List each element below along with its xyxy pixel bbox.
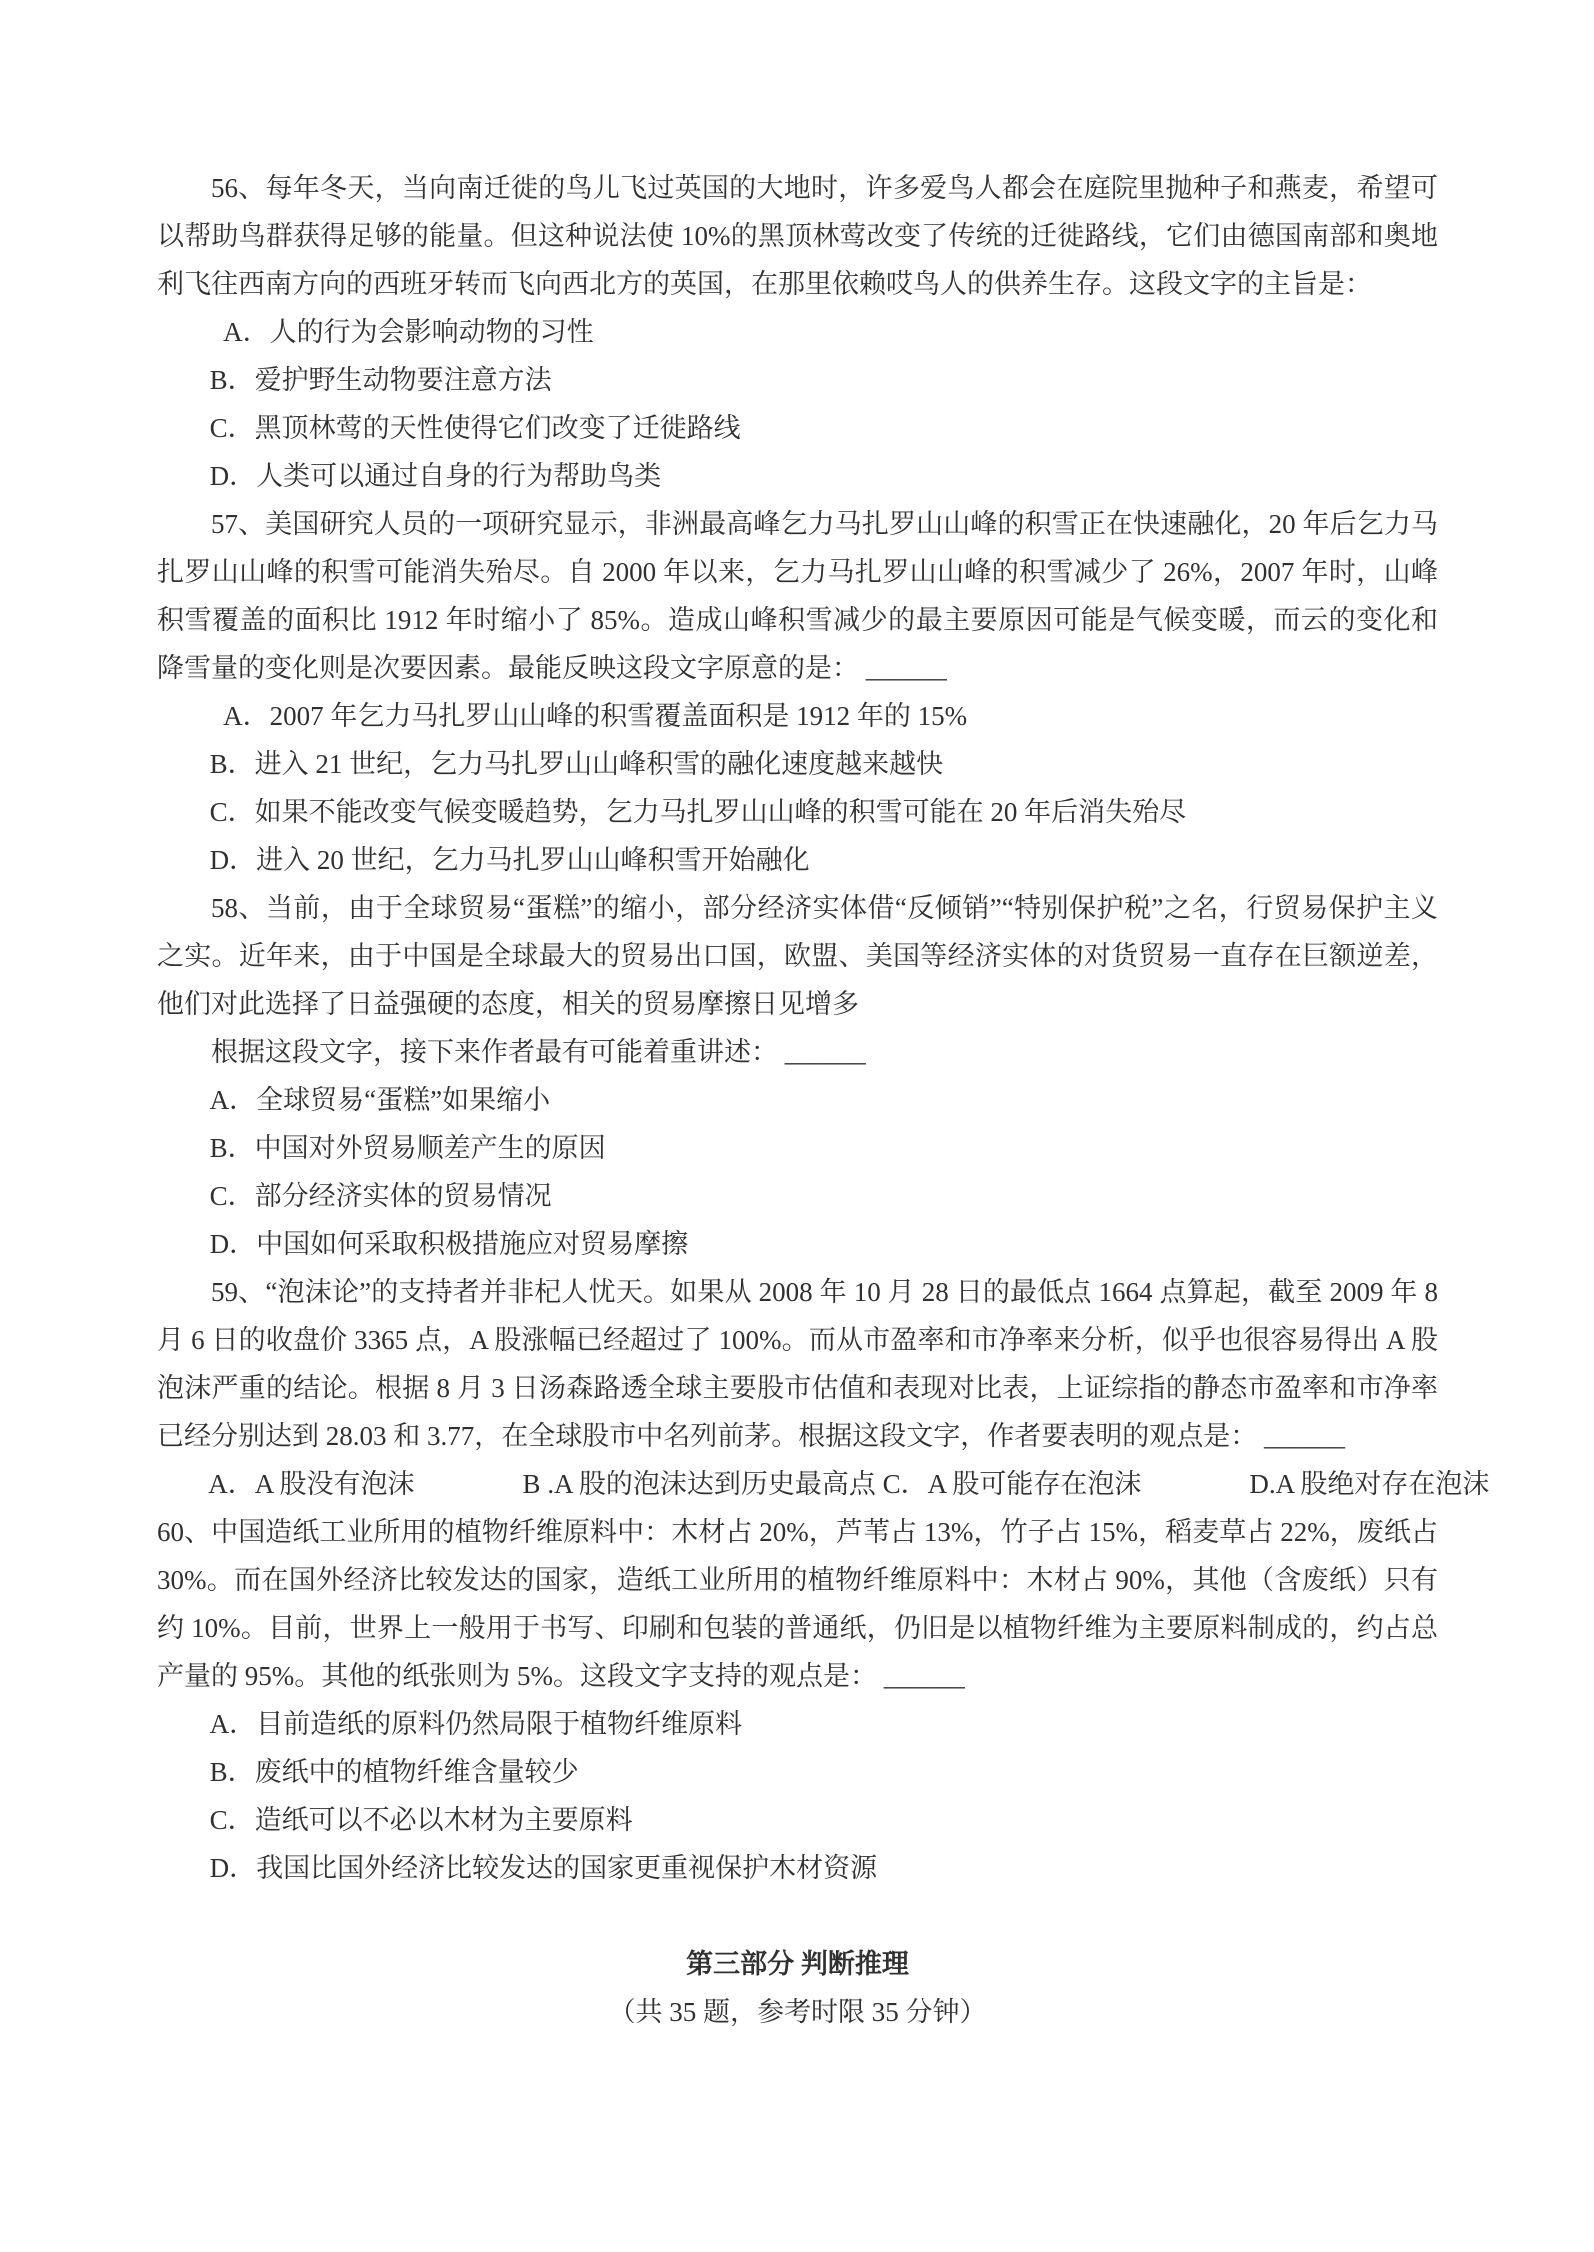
question-59-options-line: A．A 股没有泡沫 B .A 股的泡沫达到历史最高点 C．A 股可能存在泡沫 D.A 股绝对存在泡沫 <box>208 1469 1490 1499</box>
question-57 <box>157 500 1438 884</box>
question-58-option-c: C．部分经济实体的贸易情况 <box>209 1181 552 1211</box>
question-60-option-d: D．我国比国外经济比较发达的国家更重视保护木材资源 <box>209 1853 878 1883</box>
question-56-option-c: C．黑顶林莺的天性使得它们改变了迁徙路线 <box>209 413 741 443</box>
question-58 <box>157 884 1438 1268</box>
question-60 <box>157 1508 1438 1892</box>
question-58-option-d: D．中国如何采取积极措施应对贸易摩擦 <box>209 1229 689 1259</box>
question-58-prompt: 根据这段文字，接下来作者最有可能着重讲述： ______ <box>211 1037 866 1067</box>
question-56-option-a: A．人的行为会影响动物的习性 <box>223 317 594 347</box>
question-56-stem: 56、每年冬天，当向南迁徙的鸟儿飞过英国的大地时，许多爱鸟人都会在庭院里抛种子和燕麦，希望可以帮助鸟群获得足够的能量。但这种说法使 10%的黑顶林莺改变了传统的迁徙路线，它们由德国南部和奥地利飞往西南方向的西班牙转而飞向西北方的英国，在那里依赖哎鸟人的供养生存。这段文字的主旨是： <box>157 173 1438 299</box>
section-title: 第三部分 判断推理 <box>686 1949 909 1979</box>
question-57-option-d: D．进入 20 世纪，乞力马扎罗山山峰积雪开始融化 <box>209 845 810 875</box>
question-60-option-c: C．造纸可以不必以木材为主要原料 <box>209 1805 633 1835</box>
question-57-option-b: B．进入 21 世纪，乞力马扎罗山山峰积雪的融化速度越来越快 <box>209 749 944 779</box>
question-56-option-b: B．爱护野生动物要注意方法 <box>209 365 552 395</box>
question-60-option-a: A．目前造纸的原料仍然局限于植物纤维原料 <box>209 1709 743 1739</box>
question-59 <box>157 1268 1490 1508</box>
question-56 <box>157 164 1438 500</box>
question-57-option-a: A．2007 年乞力马扎罗山山峰的积雪覆盖面积是 1912 年的 15% <box>223 701 968 731</box>
question-57-stem: 57、美国研究人员的一项研究显示，非洲最高峰乞力马扎罗山山峰的积雪正在快速融化，20 年后乞力马扎罗山山峰的积雪可能消失殆尽。自 2000 年以来，乞力马扎罗山山峰的积雪减少了 26%，2007 年时，山峰积雪覆盖的面积比 1912 年时缩小了 85%。造成山峰积雪减少的最主要原因可能是气候变暖，而云的变化和降雪量的变化则是次要因素。最能反映这段文字原意的是： ______ <box>157 509 1438 683</box>
section-subtitle: （共 35 题，参考时限 35 分钟） <box>608 1997 987 2027</box>
question-57-option-c: C．如果不能改变气候变暖趋势，乞力马扎罗山山峰的积雪可能在 20 年后消失殆尽 <box>209 797 1187 827</box>
question-58-stem: 58、当前，由于全球贸易“蛋糕”的缩小，部分经济实体借“反倾销”“特别保护税”之名，行贸易保护主义之实。近年来，由于中国是全球最大的贸易出口国，欧盟、美国等经济实体的对货贸易一直存在巨额逆差，他们对此选择了日益强硬的态度，相关的贸易摩擦日见增多 <box>157 893 1438 1019</box>
question-58-option-a: A．全球贸易“蛋糕”如果缩小 <box>209 1085 551 1115</box>
question-60-stem: 60、中国造纸工业所用的植物纤维原料中：木材占 20%，芦苇占 13%，竹子占 15%，稻麦草占 22%，废纸占 30%。而在国外经济比较发达的国家，造纸工业所用的植物纤维原料中：木材占 90%，其他（含废纸）只有约 10%。目前，世界上一般用于书写、印刷和包装的普通纸，仍旧是以植物纤维为主要原料制成的，约占总产量的 95%。其他的纸张则为 5%。这段文字支持的观点是： ______ <box>157 1517 1438 1691</box>
question-56-option-d: D．人类可以通过自身的行为帮助鸟类 <box>209 461 662 491</box>
question-60-option-b: B．废纸中的植物纤维含量较少 <box>209 1757 579 1787</box>
question-58-option-b: B．中国对外贸易顺差产生的原因 <box>209 1133 606 1163</box>
question-59-stem: 59、“泡沫论”的支持者并非杞人忧天。如果从 2008 年 10 月 28 日的最低点 1664 点算起，截至 2009 年 8 月 6 日的收盘价 3365 点，A 股涨幅已经超过了 100%。而从市盈率和市净率来分析，似乎也很容易得出 A 股泡沫严重的结论。根据 8 月 3 日汤森路透全球主要股市估值和表现对比表，上证综指的静态市盈率和市净率已经分别达到 28.03 和 3.77，在全球股市中名列前茅。根据这段文字，作者要表明的观点是： ______ <box>157 1277 1438 1451</box>
